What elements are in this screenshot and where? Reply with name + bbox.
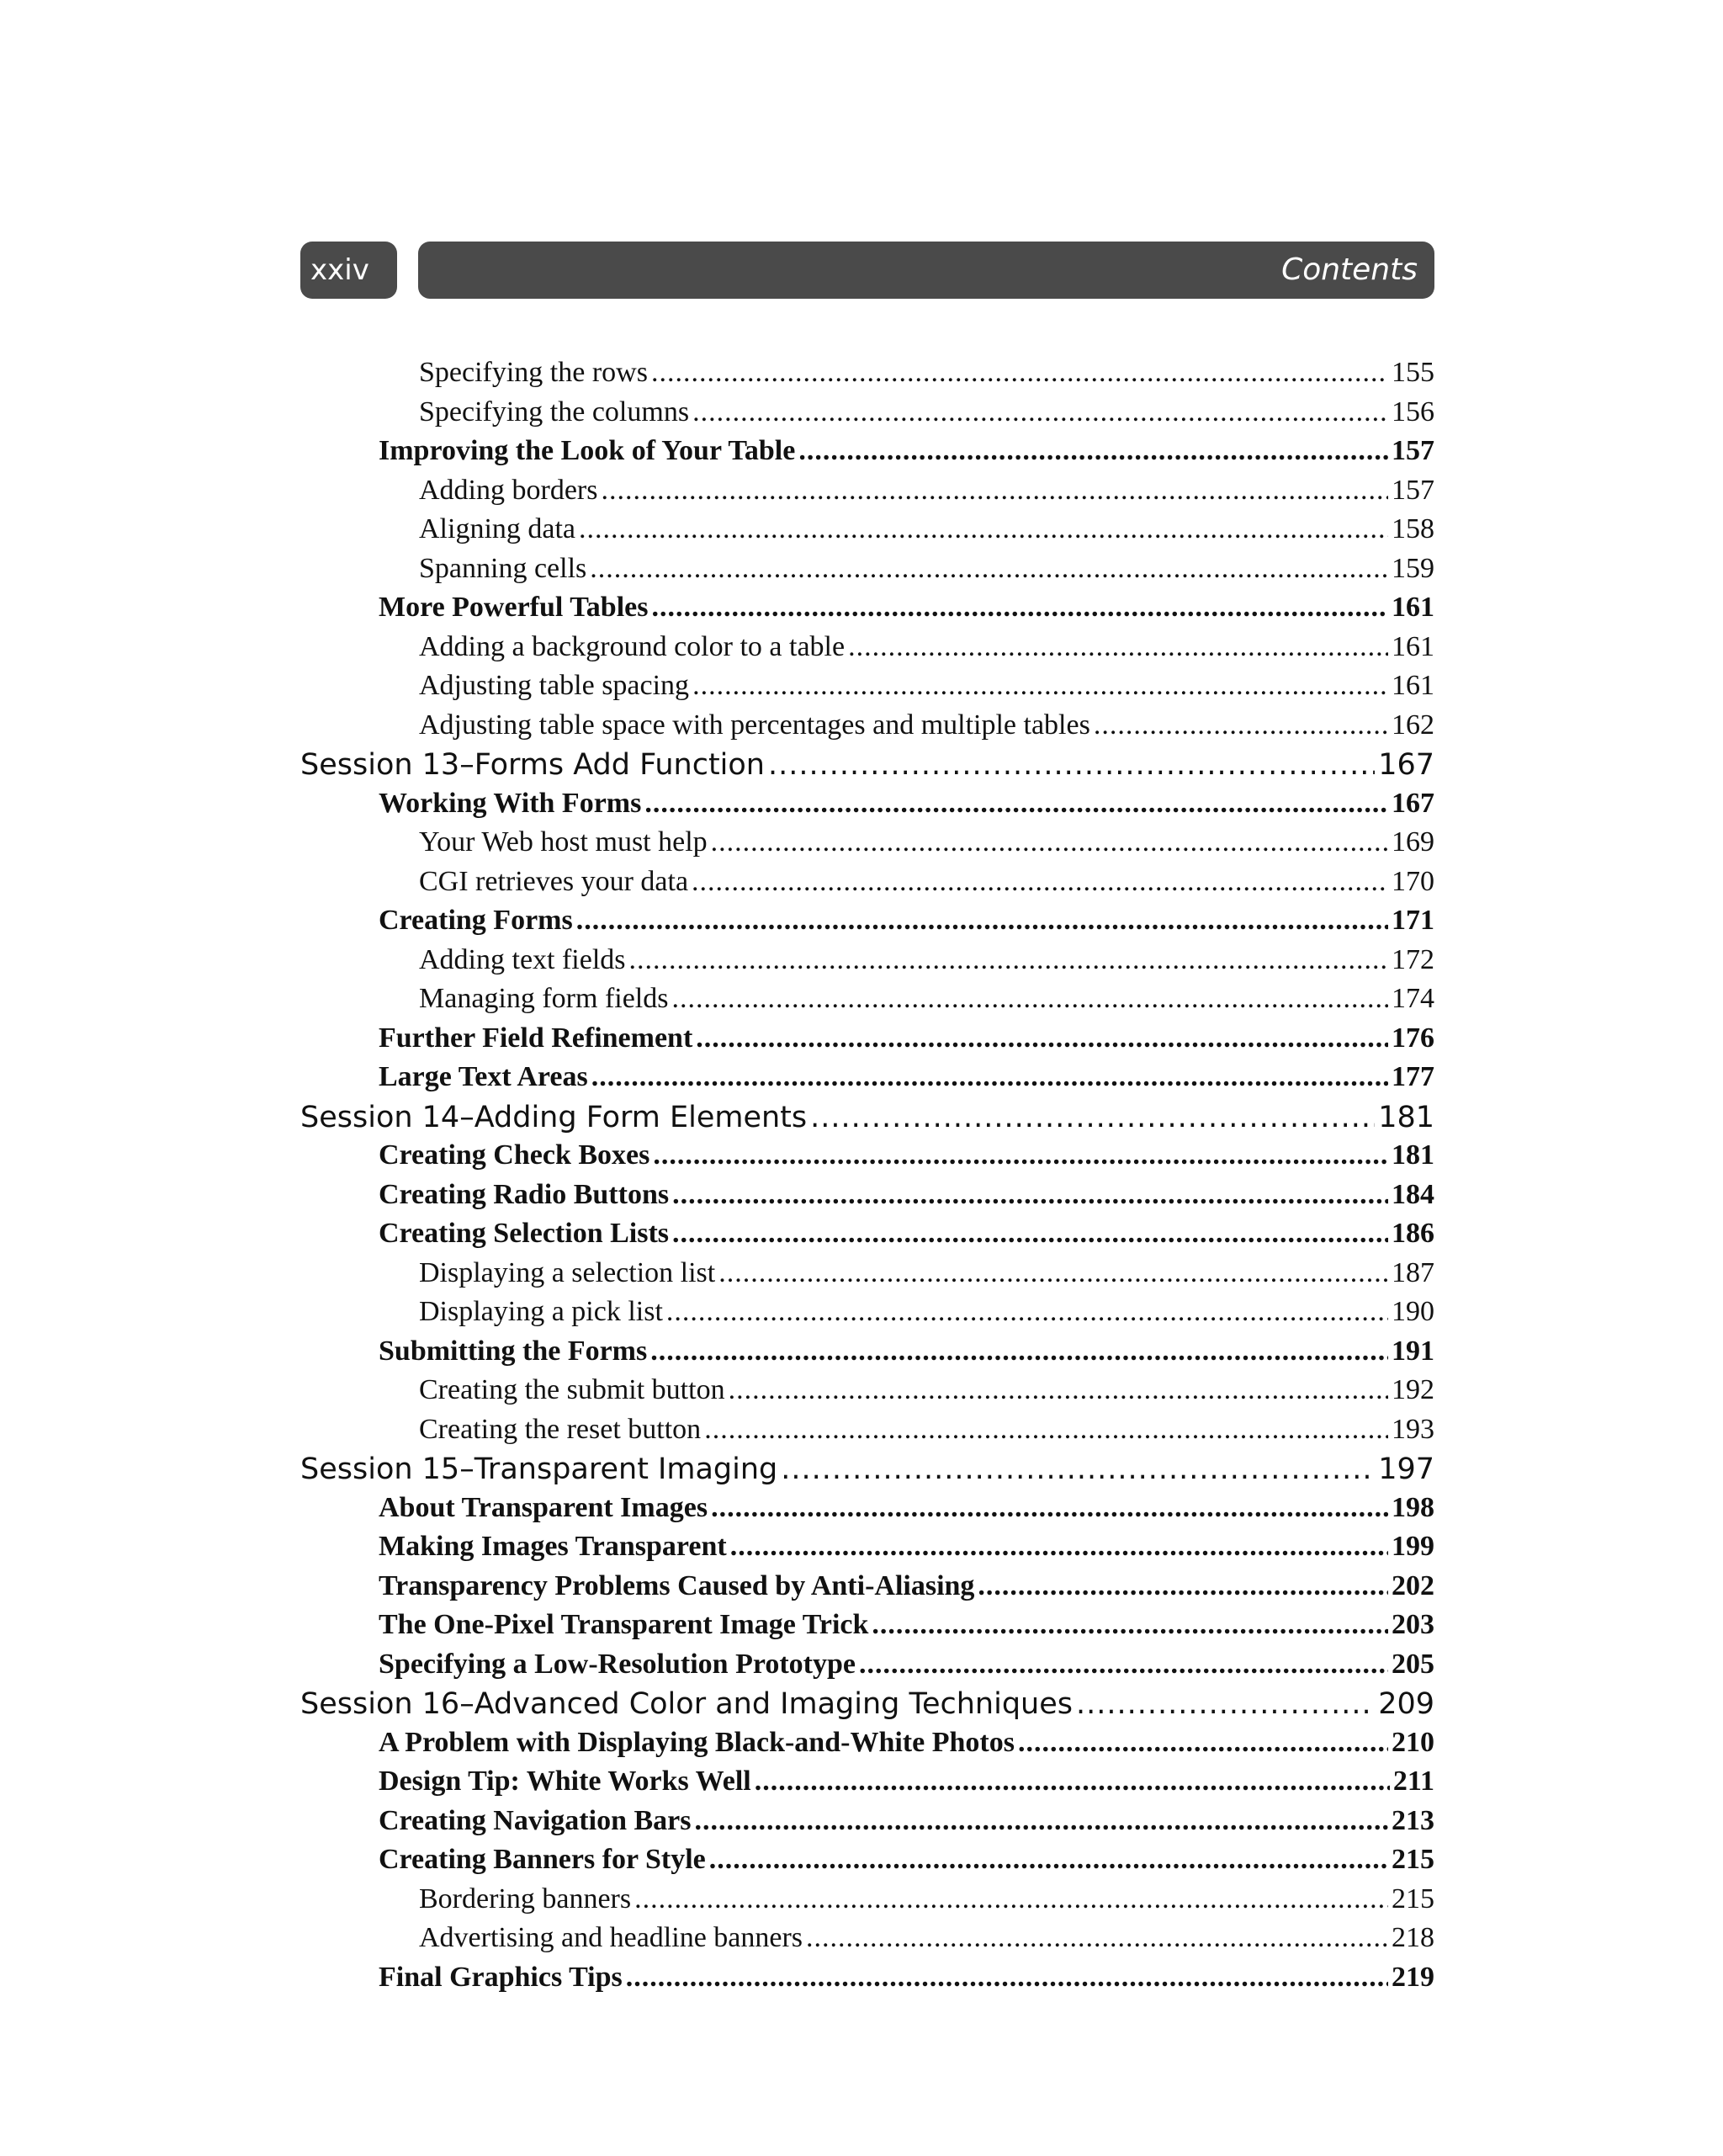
dot-leader (768, 748, 1375, 782)
toc-section-entry[interactable] (300, 435, 1434, 475)
toc-subsection-entry[interactable] (300, 396, 1434, 436)
dot-leader (590, 553, 1388, 585)
toc-entry-page-number: 215 (1392, 1844, 1434, 1875)
toc-section-entry[interactable] (300, 1570, 1434, 1610)
toc-subsection-entry[interactable] (300, 513, 1434, 553)
toc-entry-title: Session 14–Adding Form Elements (300, 1100, 808, 1134)
toc-entry-title: Creating Selection Lists (379, 1218, 670, 1249)
toc-entry-page-number: 176 (1392, 1022, 1434, 1054)
toc-entry-title: Improving the Look of Your Table (379, 435, 796, 466)
dot-leader (730, 1531, 1388, 1563)
toc-entry-page-number: 203 (1392, 1609, 1434, 1640)
toc-entry-page-number: 170 (1392, 865, 1434, 897)
toc-entry-page-number: 191 (1392, 1335, 1434, 1367)
toc-entry-page-number: 184 (1392, 1178, 1434, 1210)
toc-section-entry[interactable] (300, 1805, 1434, 1845)
toc-entry-title: Session 15–Transparent Imaging (300, 1452, 778, 1486)
toc-entry-title: Transparency Problems Caused by Anti-Aliasing (379, 1569, 975, 1601)
toc-entry-title: Large Text Areas (379, 1061, 588, 1092)
toc-section-entry[interactable] (300, 1218, 1434, 1257)
toc-session-entry[interactable] (300, 1452, 1434, 1492)
toc-subsection-entry[interactable] (300, 944, 1434, 984)
toc-entry-title: Creating the reset button (419, 1413, 702, 1445)
toc-entry-page-number: 193 (1392, 1413, 1434, 1445)
dot-leader (576, 905, 1388, 937)
toc-entry-page-number: 198 (1392, 1491, 1434, 1523)
dot-leader (711, 826, 1388, 858)
toc-entry-title: Advertising and headline banners (419, 1922, 803, 1953)
toc-subsection-entry[interactable] (300, 1296, 1434, 1336)
toc-entry-title: About Transparent Images (379, 1491, 708, 1523)
toc-entry-page-number: 167 (1378, 748, 1434, 782)
dot-leader (626, 1962, 1388, 1994)
toc-entry-page-number: 155 (1392, 357, 1434, 388)
dot-leader (666, 1296, 1388, 1328)
toc-entry-page-number: 159 (1392, 552, 1434, 584)
toc-entry-page-number: 210 (1392, 1726, 1434, 1758)
dot-leader (579, 513, 1388, 545)
toc-entry-page-number: 157 (1392, 474, 1434, 506)
toc-entry-title: Further Field Refinement (379, 1022, 693, 1054)
dot-leader (644, 788, 1388, 820)
dot-leader (806, 1922, 1388, 1954)
toc-section-entry[interactable] (300, 1179, 1434, 1219)
toc-entry-title: Submitting the Forms (379, 1335, 648, 1367)
page-header (300, 242, 1434, 299)
toc-subsection-entry[interactable] (300, 709, 1434, 749)
toc-entry-title: Adjusting table space with percentages and multiple tables (419, 709, 1090, 741)
toc-section-entry[interactable] (300, 1531, 1434, 1570)
toc-entry-title: Managing form fields (419, 983, 669, 1014)
toc-subsection-entry[interactable] (300, 1414, 1434, 1453)
dot-leader (1094, 709, 1388, 741)
toc-entry-page-number: 218 (1392, 1922, 1434, 1953)
page-number: xxiv (300, 242, 397, 299)
toc-entry-title: Final Graphics Tips (379, 1961, 623, 1993)
dot-leader (672, 1218, 1388, 1250)
toc-section-entry[interactable] (300, 1844, 1434, 1883)
toc-entry-page-number: 161 (1392, 592, 1434, 623)
toc-entry-title: Session 16–Advanced Color and Imaging Techniques (300, 1687, 1073, 1721)
toc-entry-page-number: 172 (1392, 943, 1434, 975)
toc-entry-title: More Powerful Tables (379, 592, 649, 623)
dot-leader (692, 670, 1388, 702)
dot-leader (1018, 1727, 1388, 1759)
dot-leader (704, 1414, 1388, 1446)
toc-section-entry[interactable] (300, 592, 1434, 631)
toc-subsection-entry[interactable] (300, 1374, 1434, 1414)
toc-entry-title: Creating Check Boxes (379, 1139, 650, 1171)
toc-entry-page-number: 169 (1392, 826, 1434, 858)
toc-entry-page-number: 202 (1392, 1569, 1434, 1601)
toc-subsection-entry[interactable] (300, 983, 1434, 1022)
toc-section-entry[interactable] (300, 1766, 1434, 1805)
toc-entry-title: The One-Pixel Transparent Image Trick (379, 1609, 869, 1640)
toc-entry-page-number: 205 (1392, 1648, 1434, 1680)
toc-entry-page-number: 158 (1392, 513, 1434, 544)
dot-leader (859, 1649, 1388, 1681)
toc-session-entry[interactable] (300, 1101, 1434, 1140)
toc-entry-title: Adjusting table spacing (419, 670, 690, 701)
dot-leader (692, 866, 1388, 898)
toc-entry-page-number: 213 (1392, 1804, 1434, 1836)
toc-entry-page-number: 177 (1392, 1061, 1434, 1092)
toc-entry-title: Your Web host must help (419, 826, 708, 858)
toc-entry-page-number: 219 (1392, 1961, 1434, 1993)
dot-leader (872, 1609, 1388, 1641)
dot-leader (848, 631, 1388, 663)
toc-entry-page-number: 181 (1378, 1100, 1434, 1134)
dot-leader (672, 983, 1389, 1015)
toc-entry-page-number: 186 (1392, 1218, 1434, 1249)
toc-entry-page-number: 199 (1392, 1531, 1434, 1562)
toc-entry-page-number: 171 (1392, 905, 1434, 936)
dot-leader (729, 1374, 1388, 1406)
toc-entry-title: Creating Forms (379, 905, 573, 936)
toc-entry-title: Working With Forms (379, 787, 642, 819)
toc-entry-page-number: 181 (1392, 1139, 1434, 1171)
toc-entry-page-number: 209 (1378, 1687, 1434, 1721)
dot-leader (709, 1844, 1388, 1876)
toc-section-entry[interactable] (300, 1139, 1434, 1179)
toc-entry-title: Spanning cells (419, 552, 587, 584)
dot-leader (694, 1805, 1388, 1837)
dot-leader (634, 1883, 1388, 1915)
toc-entry-title: Bordering banners (419, 1883, 632, 1914)
toc-section-entry[interactable] (300, 1649, 1434, 1688)
toc-entry-title: Specifying the columns (419, 396, 690, 427)
toc-section-entry[interactable] (300, 1492, 1434, 1532)
toc-entry-page-number: 187 (1392, 1256, 1434, 1288)
dot-leader (810, 1101, 1375, 1134)
toc-entry-page-number: 161 (1392, 630, 1434, 662)
toc-subsection-entry[interactable] (300, 826, 1434, 866)
dot-leader (711, 1492, 1388, 1524)
dot-leader (755, 1766, 1390, 1798)
dot-leader (978, 1570, 1388, 1602)
toc-session-entry[interactable] (300, 748, 1434, 788)
toc-entry-title: Displaying a selection list (419, 1256, 716, 1288)
toc-section-entry[interactable] (300, 905, 1434, 944)
toc-entry-title: CGI retrieves your data (419, 865, 689, 897)
toc-entry-page-number: 197 (1378, 1452, 1434, 1486)
dot-leader (653, 1139, 1388, 1171)
toc-subsection-entry[interactable] (300, 1883, 1434, 1923)
toc-section-entry[interactable] (300, 788, 1434, 827)
dot-leader (718, 1257, 1388, 1289)
toc-section-entry[interactable] (300, 1022, 1434, 1062)
dot-leader (629, 944, 1388, 976)
dot-leader (1076, 1687, 1375, 1721)
toc-entry-title: Creating Radio Buttons (379, 1178, 670, 1210)
toc-entry-title: Session 13–Forms Add Function (300, 748, 765, 782)
toc-subsection-entry[interactable] (300, 1922, 1434, 1962)
toc-entry-title: Creating the submit button (419, 1374, 725, 1405)
toc-entry-page-number: 156 (1392, 396, 1434, 427)
toc-subsection-entry[interactable] (300, 670, 1434, 709)
toc-section-entry[interactable] (300, 1609, 1434, 1649)
toc-subsection-entry[interactable] (300, 475, 1434, 514)
toc-entry-title: Specifying the rows (419, 357, 648, 388)
toc-entry-page-number: 162 (1392, 709, 1434, 741)
toc-entry-page-number: 215 (1392, 1883, 1434, 1914)
toc-subsection-entry[interactable] (300, 631, 1434, 671)
dot-leader (591, 1061, 1388, 1093)
dot-leader (798, 435, 1388, 467)
toc-entry-title: Specifying a Low-Resolution Prototype (379, 1648, 856, 1680)
toc-section-entry[interactable] (300, 1336, 1434, 1375)
toc-entry-page-number: 167 (1392, 787, 1434, 819)
dot-leader (781, 1452, 1375, 1486)
dot-leader (696, 1022, 1388, 1054)
toc-section-entry[interactable] (300, 1727, 1434, 1766)
toc-subsection-entry[interactable] (300, 357, 1434, 396)
toc-entry-title: Aligning data (419, 513, 576, 544)
toc-entry-page-number: 190 (1392, 1296, 1434, 1327)
toc-subsection-entry[interactable] (300, 866, 1434, 905)
toc-entry-page-number: 174 (1392, 983, 1434, 1014)
toc-session-entry[interactable] (300, 1687, 1434, 1727)
dot-leader (651, 357, 1388, 389)
toc-entry-page-number: 192 (1392, 1374, 1434, 1405)
toc-entry-title: A Problem with Displaying Black-and-White Photos (379, 1726, 1015, 1758)
dot-leader (651, 592, 1388, 624)
toc-entry-title: Making Images Transparent (379, 1531, 727, 1562)
toc-section-entry[interactable] (300, 1962, 1434, 2001)
toc-entry-title: Creating Banners for Style (379, 1844, 706, 1875)
dot-leader (672, 1179, 1388, 1211)
dot-leader (692, 396, 1388, 428)
toc-entry-title: Displaying a pick list (419, 1296, 663, 1327)
toc-entry-title: Adding a background color to a table (419, 630, 846, 662)
toc-subsection-entry[interactable] (300, 1257, 1434, 1297)
toc-entry-page-number: 157 (1392, 435, 1434, 466)
toc-entry-page-number: 161 (1392, 670, 1434, 701)
dot-leader (601, 475, 1388, 507)
toc-entry-page-number: 211 (1392, 1766, 1434, 1797)
toc-subsection-entry[interactable] (300, 553, 1434, 592)
toc-entry-title: Adding text fields (419, 943, 626, 975)
toc-entry-title: Creating Navigation Bars (379, 1804, 692, 1836)
running-title: Contents (418, 242, 1434, 299)
toc-entry-title: Adding borders (419, 474, 598, 506)
toc-entry-title: Design Tip: White Works Well (379, 1766, 751, 1797)
toc-section-entry[interactable] (300, 1061, 1434, 1101)
table-of-contents (300, 357, 1434, 2000)
dot-leader (650, 1336, 1388, 1367)
